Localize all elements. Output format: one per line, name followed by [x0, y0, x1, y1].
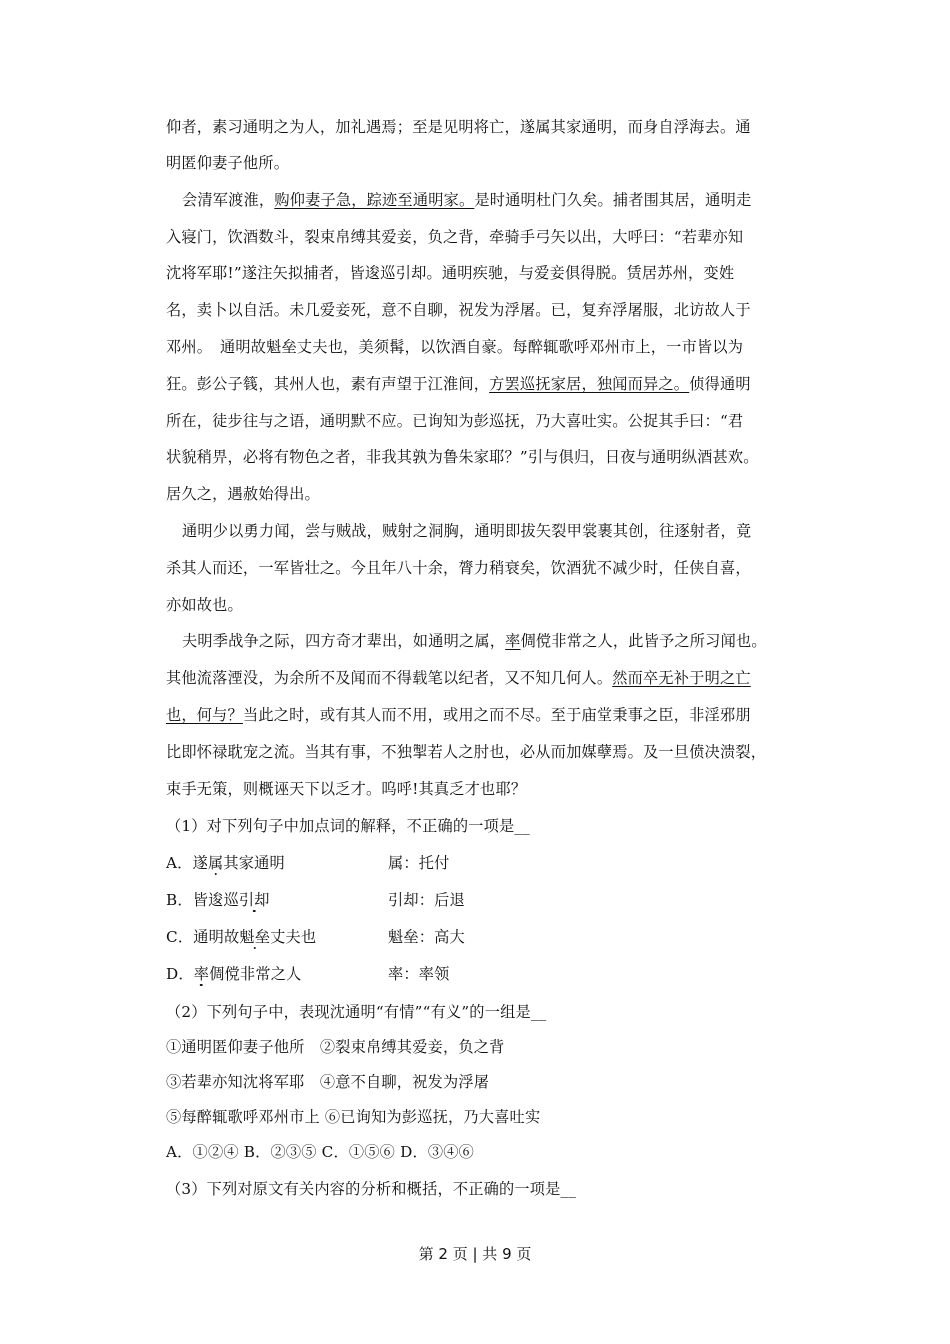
question-1-option-a: A．遂属其家通明 属：托付: [166, 850, 285, 876]
underlined-sentence: 也，何与？: [166, 706, 243, 724]
dotted-word: 魁垒: [239, 928, 271, 946]
passage-line: 也，何与？当此之时，或有其人而不用，或用之而不尽。至于庙堂秉事之臣，非淫邪朋: [166, 706, 751, 724]
passage-line: 通明少以勇力闻，尝与贼战，贼射之洞胸，通明即拔矢裂甲裳裹其创，往逐射者，竟: [182, 522, 752, 540]
passage-line: 夫明季战争之际，四方奇才辈出，如通明之属，率倜傥非常之人，此皆予之所习闻也。: [182, 632, 767, 650]
passage-line: 狂。彭公子篯，其州人也，素有声望于江淮间，方罢巡抚家居，独闻而异之。侦得通明: [166, 375, 751, 393]
passage-line: 明匿仰妻子他所。: [166, 154, 290, 172]
underlined-sentence: 然而卒无补于明之亡: [612, 669, 751, 687]
passage-line: 所在，徒步往与之语，通明默不应。已询知为彭巡抚，乃大喜吐实。公捉其手曰：“君: [166, 412, 744, 430]
dotted-word: 引却: [238, 891, 270, 909]
option-gloss: 属：托付: [388, 854, 450, 872]
question-3-stem: （3）下列对原文有关内容的分析和概括，不正确的一项是__: [166, 1180, 577, 1198]
passage-line: 邓州。 通明故魁垒丈夫也，美须髯，以饮酒自豪。每醉辄歌呼邓州市上，一市皆以为: [166, 338, 744, 356]
question-1-option-d: D．率倜傥非常之人 率：率领: [166, 961, 301, 987]
passage-line: 居久之，遇赦始得出。: [166, 485, 320, 503]
passage-line: 状貌稍畀，必将有物色之者，非我其孰为鲁朱家耶？”引与俱归，日夜与通明纵酒甚欢。: [166, 448, 759, 466]
passage-line: 入寝门，饮酒数斗，裂束帛缚其爱妾，负之背，牵骑手弓矢以出，大呼曰：“若辈亦知: [166, 228, 744, 246]
passage-line: 束手无策，则概诬天下以乏才。呜呼!其真乏才也耶？: [166, 780, 527, 798]
question-1-option-c: C．通明故魁垒丈夫也 魁垒：高大: [166, 924, 316, 950]
underlined-sentence: 购仰妻子急，踪迹至通明家。: [274, 191, 475, 209]
underlined-sentence: 方罢巡抚家居，独闻而异之。: [489, 375, 690, 393]
passage-line: 比即怀禄耽宠之流。当其有事，不独掣若人之肘也，必从而加媒孽焉。及一旦偾决溃裂，: [166, 743, 767, 761]
dotted-word: 属: [207, 854, 224, 872]
question-2-item-line: ①通明匿仰妻子他所 ②裂束帛缚其爱妾，负之背: [166, 1038, 505, 1056]
passage-line: 亦如故也。: [166, 596, 243, 614]
passage-line: 会清军渡淮，购仰妻子急，踪迹至通明家。是时通明杜门久矣。捕者围其居，通明走: [182, 191, 752, 209]
dotted-word: 率: [193, 965, 210, 983]
underlined-word: 率: [505, 632, 521, 650]
option-gloss: 引却：后退: [388, 891, 465, 909]
question-2-item-line: ⑤每醉辄歌呼邓州市上 ⑥已询知为彭巡抚，乃大喜吐实: [166, 1108, 541, 1126]
question-2-item-line: ③若辈亦知沈将军耶 ④意不自聊，祝发为浮屠: [166, 1073, 490, 1091]
passage-line: 仰者，素习通明之为人，加礼遇焉；至是见明将亡，遂属其家通明，而身自浮海去。通: [166, 118, 751, 136]
passage-line: 沈将军耶!”遂注矢拟捕者，皆逡巡引却。通明疾驰，与爱妾俱得脱。赁居苏州，变姓: [166, 264, 735, 282]
passage-line: 名，卖卜以自活。未几爱妾死，意不自聊，祝发为浮屠。已，复弃浮屠服，北访故人于: [166, 301, 751, 319]
page-footer: 第 2 页 | 共 9 页: [418, 1245, 532, 1263]
passage-line: 杀其人而还，一军皆壮之。今且年八十余，膂力稍衰矣，饮酒犹不减少时，任侠自喜，: [166, 559, 751, 577]
question-2-choices: A．①②④ B．②③⑤ C．①⑤⑥ D．③④⑥: [166, 1143, 475, 1161]
question-1-stem: （1）对下列句子中加点词的解释，不正确的一项是__: [166, 817, 530, 835]
passage-line: 其他流落湮没，为余所不及闻而不得载笔以纪者，又不知几何人。然而卒无补于明之亡: [166, 669, 751, 687]
question-2-stem: （2）下列句子中，表现沈通明“有情”“有义”的一组是__: [166, 1003, 547, 1021]
option-gloss: 魁垒：高大: [388, 928, 465, 946]
option-gloss: 率：率领: [388, 965, 450, 983]
question-1-option-b: B．皆逡巡引却 引却：后退: [166, 887, 270, 913]
